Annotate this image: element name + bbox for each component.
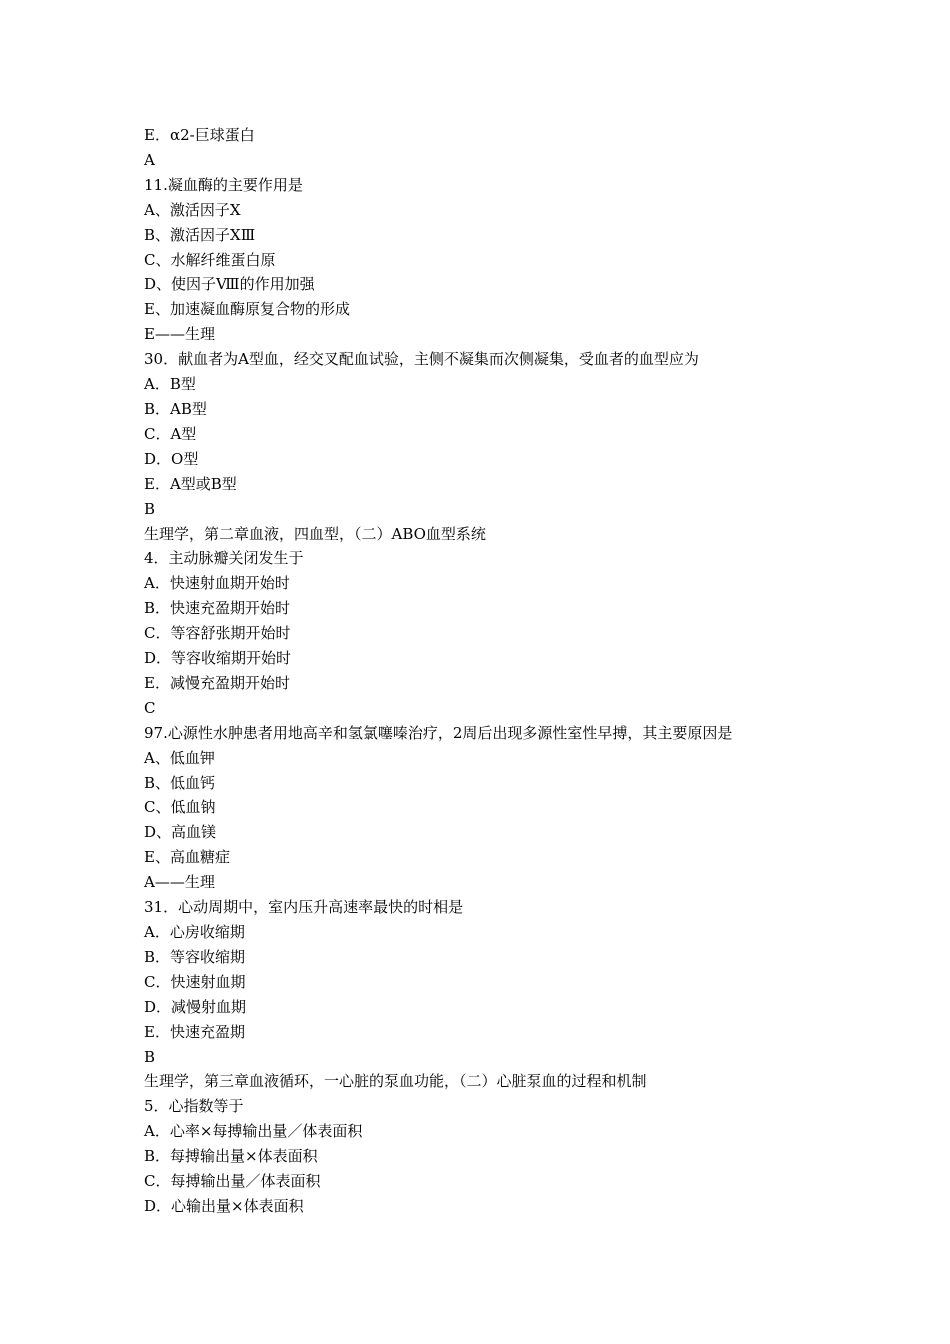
- question-line: 5．心指数等于: [144, 1097, 244, 1116]
- option-line: B、低血钙: [144, 773, 216, 792]
- option-line: D．减慢射血期: [144, 997, 247, 1016]
- option-line: D、使因子Ⅷ的作用加强: [144, 275, 315, 294]
- option-line: B、激活因子ⅩⅢ: [144, 225, 256, 244]
- option-line: A、低血钾: [144, 748, 215, 767]
- option-line: D．O型: [144, 449, 199, 468]
- answer-line: E——生理: [144, 325, 215, 344]
- option-line: B．AB型: [144, 399, 207, 418]
- option-line: C．每搏输出量／体表面积: [144, 1172, 321, 1191]
- option-line: E．A型或B型: [144, 474, 237, 493]
- option-line: C、低血钠: [144, 798, 216, 817]
- option-line: A．B型: [144, 375, 196, 394]
- option-line: C、水解纤维蛋白原: [144, 250, 276, 269]
- option-line: A、激活因子Ⅹ: [144, 200, 241, 219]
- answer-line: A: [144, 150, 155, 169]
- option-line: E、加速凝血酶原复合物的形成: [144, 300, 350, 319]
- option-line: C．等容舒张期开始时: [144, 624, 291, 643]
- answer-line: C: [144, 698, 156, 717]
- answer-line: B: [144, 1047, 156, 1066]
- question-line: 30．献血者为A型血，经交叉配血试验，主侧不凝集而次侧凝集，受血者的血型应为: [144, 350, 699, 369]
- option-line: E．减慢充盈期开始时: [144, 673, 290, 692]
- question-line: 31．心动周期中，室内压升高速率最快的时相是: [144, 898, 464, 917]
- answer-line: A——生理: [144, 873, 215, 892]
- option-line: E、高血糖症: [144, 848, 230, 867]
- option-line: B．快速充盈期开始时: [144, 599, 291, 618]
- option-line: C．A型: [144, 424, 197, 443]
- question-line: 11.凝血酶的主要作用是: [144, 175, 303, 194]
- option-line: D．等容收缩期开始时: [144, 649, 292, 668]
- document-body: [144, 123, 864, 1219]
- question-line: 4．主动脉瓣关闭发生于: [144, 549, 304, 568]
- option-line: E．α2-巨球蛋白: [144, 126, 255, 144]
- option-line: E．快速充盈期: [144, 1022, 245, 1041]
- reference-line: 生理学，第二章血液，四血型，（二）ABO血型系统: [144, 524, 486, 543]
- option-line: A．心房收缩期: [144, 923, 245, 941]
- option-line: B．每搏输出量×体表面积: [144, 1147, 318, 1166]
- reference-line: 生理学，第三章血液循环，一心脏的泵血功能，（二）心脏泵血的过程和机制: [144, 1072, 647, 1091]
- option-line: D．心输出量×体表面积: [144, 1196, 304, 1215]
- option-line: D、高血镁: [144, 823, 217, 842]
- answer-line: B: [144, 499, 156, 518]
- question-line: 97.心源性水肿患者用地高辛和氢氯噻嗪治疗，2周后出现多源性室性早搏，其主要原因是: [144, 723, 733, 742]
- option-line: A．心率×每搏输出量／体表面积: [144, 1122, 363, 1141]
- option-line: C．快速射血期: [144, 972, 246, 991]
- option-line: A．快速射血期开始时: [144, 574, 290, 593]
- option-line: B．等容收缩期: [144, 947, 246, 966]
